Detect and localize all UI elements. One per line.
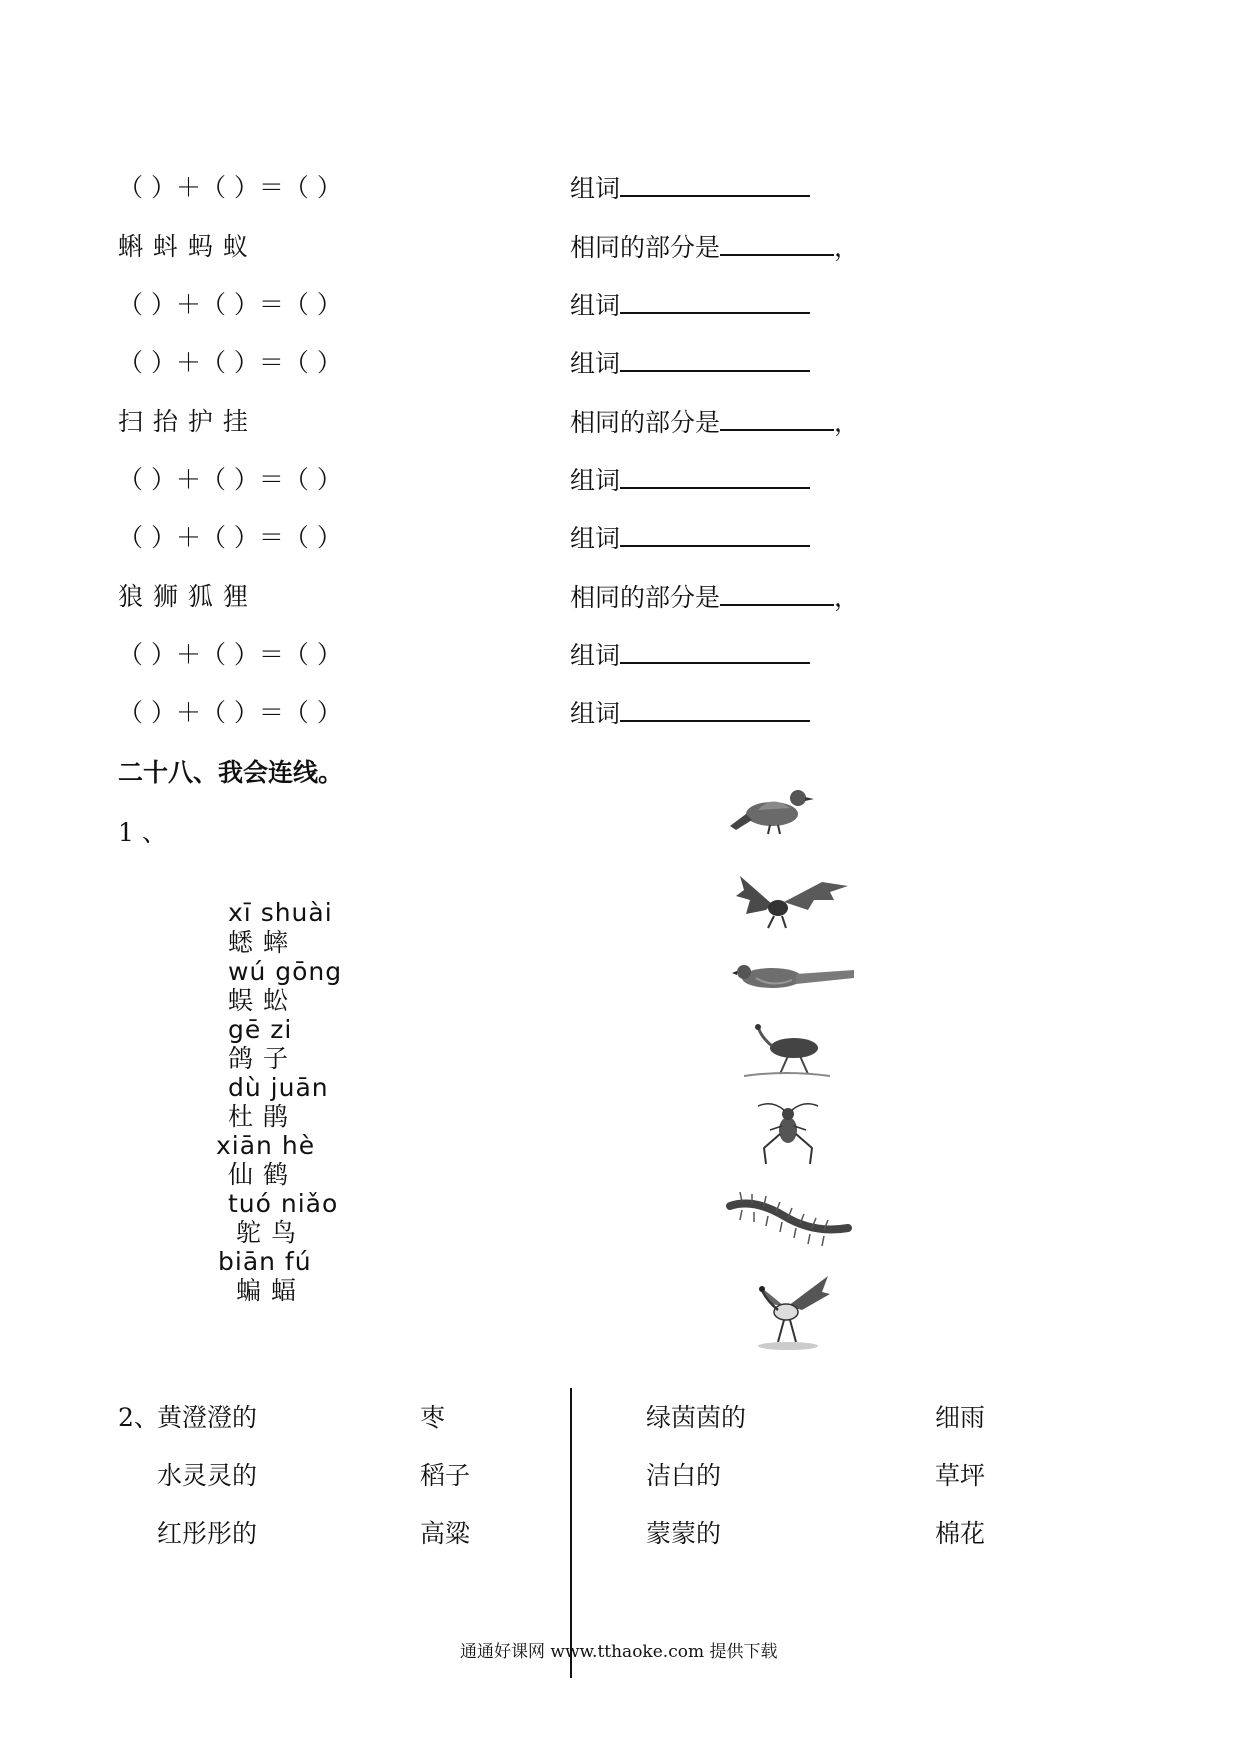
adjective-item[interactable]: 绿茵茵的 [646,1403,747,1432]
pinyin-label: xī shuài [228,898,333,927]
adjective-item[interactable]: 洁白的 [646,1461,722,1490]
word-label: 鸽 子 [228,1044,289,1073]
word-label-row: 组词 [570,698,810,729]
equation-row: （ ）＋（ ）＝（ ） [118,465,342,494]
pinyin-label: gē zi [228,1015,293,1044]
adjective-item[interactable]: 黄澄澄的 [157,1403,258,1432]
answer-blank[interactable] [620,523,810,547]
noun-item[interactable]: 枣 [420,1403,446,1432]
word-label-row: 组词 [570,640,810,671]
noun-item[interactable]: 高粱 [420,1519,471,1548]
word-label: 蟋 蟀 [228,928,289,957]
cuckoo-picture[interactable] [732,956,856,998]
footer-credit: 通通好课网 www.tthaoke.com 提供下载 [460,1642,778,1662]
common-part-row: 相同的部分是 ， [570,233,860,262]
bat-picture[interactable] [732,870,850,932]
equation-row: （ ）＋（ ）＝（ ） [118,290,342,319]
ostrich-picture[interactable] [738,1024,834,1082]
cricket-picture[interactable] [752,1100,824,1168]
word-label-row: 组词 [570,290,810,321]
answer-blank[interactable] [720,407,834,431]
word-label: 蜈 蚣 [228,986,289,1015]
section-title: 二十八、我会连线。 [118,758,344,787]
pinyin-label: xiān hè [216,1131,316,1160]
pinyin-label: tuó niǎo [228,1189,339,1218]
column-divider [570,1388,572,1678]
char-group: 狼 狮 狐 狸 [118,582,249,611]
answer-blank[interactable] [720,232,834,256]
equation-row: （ ）＋（ ）＝（ ） [118,523,342,552]
noun-item[interactable]: 细雨 [935,1403,986,1432]
equation-row: （ ）＋（ ）＝（ ） [118,173,342,202]
adjective-item[interactable]: 红彤彤的 [157,1519,258,1548]
word-label-row: 组词 [570,348,810,379]
word-label-row: 组词 [570,173,810,204]
answer-blank[interactable] [620,348,810,372]
noun-item[interactable]: 棉花 [935,1519,986,1548]
crane-picture[interactable] [742,1270,834,1352]
centipede-picture[interactable] [724,1190,854,1248]
pinyin-label: dù juān [228,1073,329,1102]
part1-label: 1 、 [118,818,167,847]
equation-row: （ ）＋（ ）＝（ ） [118,640,342,669]
part2-label: 2、 [118,1403,159,1432]
adjective-item[interactable]: 水灵灵的 [157,1461,258,1490]
common-part-row: 相同的部分是 ， [570,408,860,437]
equation-row: （ ）＋（ ）＝（ ） [118,348,342,377]
pigeon-picture[interactable] [728,780,816,838]
answer-blank[interactable] [620,698,810,722]
equation-row: （ ）＋（ ）＝（ ） [118,698,342,727]
word-label: 杜 鹃 [228,1102,289,1131]
common-part-row: 相同的部分是 ， [570,583,860,612]
adjective-item[interactable]: 蒙蒙的 [646,1519,722,1548]
noun-item[interactable]: 稻子 [420,1461,471,1490]
answer-blank[interactable] [620,465,810,489]
word-label-row: 组词 [570,465,810,496]
char-group: 蝌 蚪 蚂 蚁 [118,232,249,261]
noun-item[interactable]: 草坪 [935,1461,986,1490]
word-label-row: 组词 [570,523,810,554]
pinyin-label: biān fú [218,1247,312,1276]
char-group: 扫 抬 护 挂 [118,407,249,436]
answer-blank[interactable] [620,640,810,664]
word-label: 仙 鹤 [228,1160,289,1189]
answer-blank[interactable] [620,173,810,197]
answer-blank[interactable] [620,290,810,314]
answer-blank[interactable] [720,582,834,606]
pinyin-label: wú gōng [228,957,343,986]
word-label: 蝙 蝠 [236,1276,297,1305]
word-label: 鸵 鸟 [236,1218,297,1247]
